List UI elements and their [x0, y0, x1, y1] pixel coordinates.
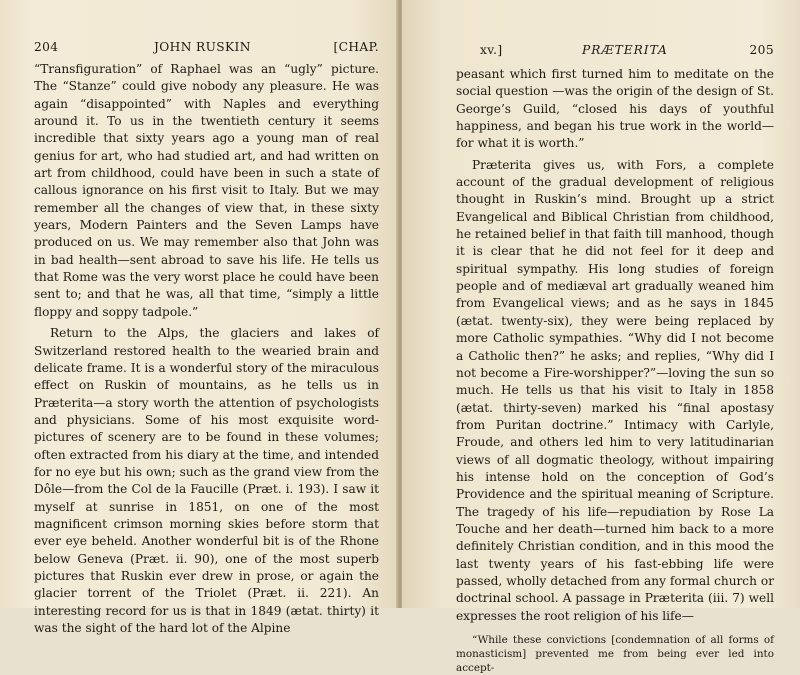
right-paragraph-1: peasant which first turned him to meditate on the social question —was the origin of the design of St. George’s Guild, “closed his days of youthful happiness, and began his true work in the world—for what it is worth.” — [456, 67, 774, 151]
block-quote: “While these convictions [condemnation of all forms of monasticism] prevented me from being ever led into accept- — [456, 634, 774, 674]
right-running-title: PRÆTERITA — [582, 43, 668, 57]
right-body-text — [456, 66, 774, 675]
right-page-number: 205 — [749, 43, 774, 57]
right-page — [402, 0, 800, 674]
left-running-title: JOHN RUSKIN — [154, 40, 251, 54]
left-paragraph-2: Return to the Alps, the glaciers and lakes of Switzerland restored health to the wearied brain and delicate frame. It is a wonderful story of the miraculous effect on Ruskin of mountains, as he tells us in Præterita—a story worth the attention of psychologists and physicians. Some of his most exquisite word-pictures of scenery are to be found in these volumes; often extracted from his diary at the time, and intended for no eye but his own; such as the grand view from the Dôle—from the Col de la Faucille (Præt. i. 193). I saw it myself at sunrise in 1851, on one of the most magnificent crimson morning skies before storm that ever eye beheld. Another wonderful bit is of the Rhone below Geneva (Præt. ii. 90), one of the most superb pictures that Ruskin ever drew in prose, or again the glacier torrent of the Triolet (Præt. ii. 221). An interesting record for us is that in 1849 (ætat. thirty) it was the sight of the hard lot of the Alpine — [34, 326, 379, 635]
right-section-mark: xv.] — [480, 43, 503, 57]
left-body-text — [34, 61, 379, 637]
left-page-number: 204 — [34, 40, 59, 54]
left-page — [0, 0, 398, 635]
left-paragraph-1: “Transfiguration” of Raphael was an “ugly” picture. The “Stanze” could give nobody any pleasure. He was again “disappointed” with Naples and everything around it. To us in the twentieth century it seems incredible that sixty years ago a young man of real genius for art, who had studied art, and had written on art from childhood, could have been in such a state of callous ignorance on his first visit to Italy. But we may remember all the changes of view that, in these sixty years, Modern Painters and the Seven Lamps have produced on us. We may remember also that John was in bad health—sent abroad to save his life. He tells us that Rome was the very worst place he could have been sent to; and that he was, all that time, “simply a little floppy and soppy tadpole.” — [34, 62, 379, 319]
right-paragraph-2: Præterita gives us, with Fors, a complete account of the gradual development of religious thought in Ruskin’s mind. Brought up a strict Evangelical and Biblical Christian from childhood, he retained belief in that faith till manhood, though it is clear that he did not feel for it deep and spiritual sympathy. His long studies of foreign people and of mediæval art gradually weaned him from Evangelical views; and as he says in 1845 (ætat. twenty-six), they were being replaced by more Catholic sympathies. “Why did I not become a Catholic then?” he asks; and replies, “Why did I not become a Fire-worshipper?”—loving the sun so much. He tells us that his visit to Italy in 1858 (ætat. thirty-seven) marked his “final apostasy from Puritan doctrine.” Intimacy with Carlyle, Froude, and others led him to very latitudinarian views of all dogmatic theology, without impairing his intense hold on the conception of God’s Providence and the spiritual meaning of Scripture. The tragedy of his life—repudiation by Rose La Touche and her death—turned him back to a more definitely Christian condition, and in this mood the last twenty years of his fast-ebbing life were passed, wholly detached from any formal church or doctrinal school. A passage in Præterita (iii. 7) well expresses the root religion of his life— — [456, 157, 774, 623]
left-section-mark: [CHAP. — [333, 40, 379, 54]
